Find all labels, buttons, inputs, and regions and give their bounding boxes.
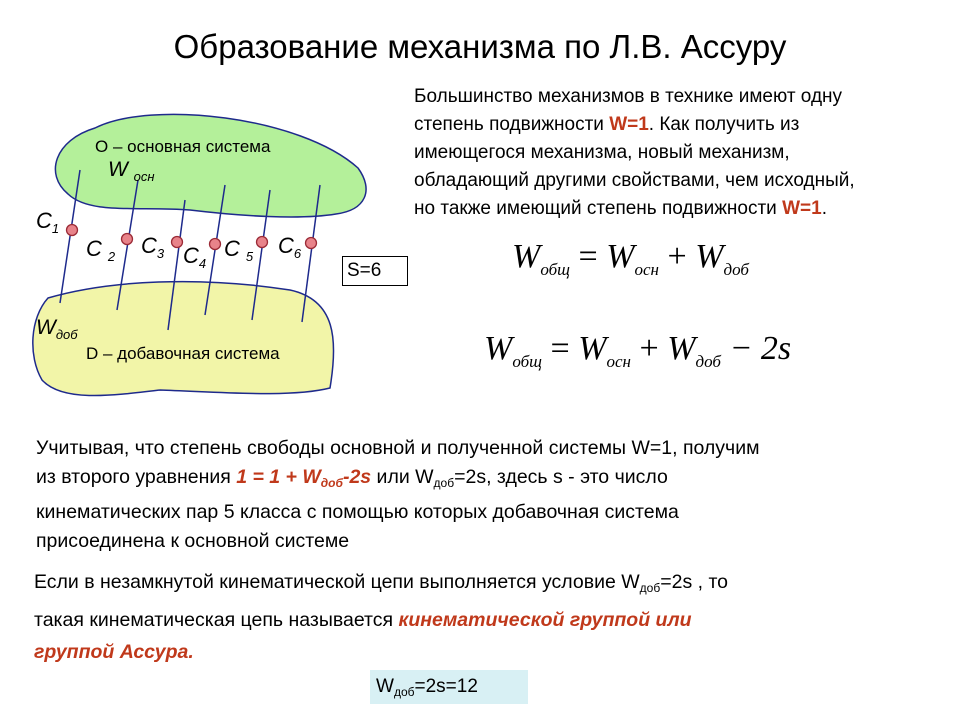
result-box: $W_{доб}=2s=12$	[370, 670, 528, 704]
definition-line-3: группой Ассура.	[34, 641, 194, 663]
joint-label-c2: C $_2$	[86, 236, 116, 264]
explanation-line-3: кинематических пар 5 класса с помощью которых добавочная система	[36, 501, 679, 523]
intro-line-5: но также имеющий степень подвижности W=1.	[414, 198, 827, 219]
assur-group-term: кинематической группой или	[398, 609, 692, 631]
inline-equation: $1 = 1 + W_{доб}-2s$	[236, 466, 372, 490]
equation-1: $W_{общ} = W_{осн} + W_{доб}$	[512, 238, 749, 279]
w-equals-one-2: W=1	[782, 198, 822, 219]
intro-line-3: имеющегося механизма, новый механизм,	[414, 142, 790, 163]
main-system-blob	[55, 114, 366, 217]
intro-line-4: обладающий другими свойствами, чем исходный,	[414, 170, 855, 191]
definition-paragraph	[34, 566, 934, 668]
joint-c1	[67, 225, 78, 236]
explanation-line-4: присоединена к основной системе	[36, 530, 350, 552]
intro-line-1: Большинство механизмов в технике имеют одну	[414, 86, 843, 107]
joint-c3	[172, 237, 183, 248]
equation-2: $W_{общ} = W_{осн} + W_{доб} - 2s$	[484, 330, 792, 371]
joint-c6	[306, 238, 317, 249]
joint-label-c5: C $_5$	[224, 236, 254, 264]
additional-system-label: D – добавочная система	[86, 344, 280, 363]
intro-line-2: степень подвижности W=1. Как получить из	[414, 114, 800, 135]
w-add-label: $W_{доб}$	[36, 316, 78, 342]
explanation-line-2: из второго уравнения $1 = 1 + W_{доб}-2s$ или $W_{доб}=2s$, здесь s - это число	[36, 466, 668, 490]
w-equals-one: W=1	[609, 114, 649, 135]
s-count-box: S=6	[342, 256, 408, 286]
joint-label-c1: $C_1$	[36, 208, 60, 236]
joint-c2	[122, 234, 133, 245]
definition-line-1: Если в незамкнутой кинематической цепи выполняется условие $W_{доб}=2s$ , то	[34, 571, 729, 595]
joint-c4	[210, 239, 221, 250]
page-title: Образование механизма по Л.В. Ассуру	[173, 28, 787, 65]
explanation-paragraph	[36, 434, 936, 556]
joint-label-c6: $C_6$	[278, 233, 302, 261]
joint-c5	[257, 237, 268, 248]
definition-line-2: такая кинематическая цепь называется кинематической группой или	[34, 609, 692, 631]
w-main-label: W $_{осн}$	[108, 158, 155, 184]
main-system-label: О – основная система	[95, 137, 271, 156]
joint-label-c4: $C_4$	[183, 243, 207, 271]
joint-label-c3: $C_3$	[141, 233, 165, 261]
explanation-line-1: Учитывая, что степень свободы основной и полученной системы W=1, получим	[36, 437, 760, 459]
